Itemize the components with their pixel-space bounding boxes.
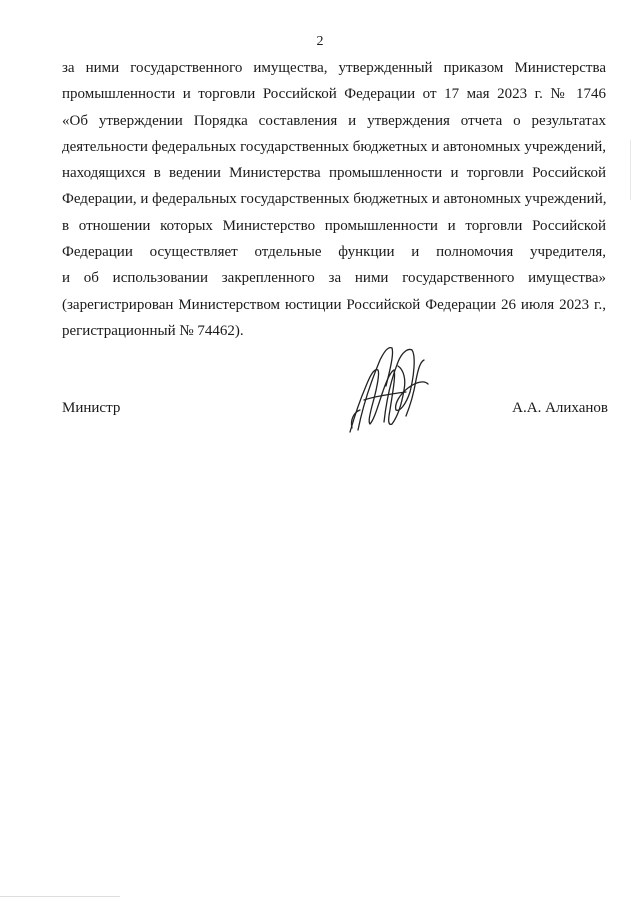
body-line: в отношении которых Министерство промышленности и торговли Российской <box>62 217 606 234</box>
body-line-last: регистрационный № 74462). <box>62 322 244 339</box>
body-line: и об использовании закрепленного за ними государственного имущества» <box>62 270 606 287</box>
body-line: промышленности и торговли Российской Федерации от 17 мая 2023 г. № 1746 <box>62 86 606 103</box>
body-line: Федерации, и федеральных государственных бюджетных и автономных учреждений, <box>62 191 607 208</box>
body-line: (зарегистрирован Министерством юстиции Российской Федерации 26 июля 2023 г., <box>62 296 606 313</box>
signer-name: А.А. Алиханов <box>512 400 608 416</box>
scan-artifact <box>0 896 120 897</box>
body-line: находящихся в ведении Министерства промышленности и торговли Российской <box>62 165 606 182</box>
body-line: деятельности федеральных государственных бюджетных и автономных учреждений, <box>62 138 606 155</box>
scan-artifact <box>630 140 631 200</box>
body-line: Федерации осуществляет отдельные функции и полномочия учредителя, <box>62 244 606 261</box>
position-title: Министр <box>62 400 121 416</box>
body-paragraph <box>62 55 606 344</box>
handwritten-signature <box>340 340 440 440</box>
body-line: за ними государственного имущества, утвержденный приказом Министерства <box>62 60 606 76</box>
page-number: 2 <box>316 34 324 49</box>
signature-block <box>62 400 608 420</box>
body-line: «Об утверждении Порядка составления и утверждения отчета о результатах <box>62 112 606 129</box>
